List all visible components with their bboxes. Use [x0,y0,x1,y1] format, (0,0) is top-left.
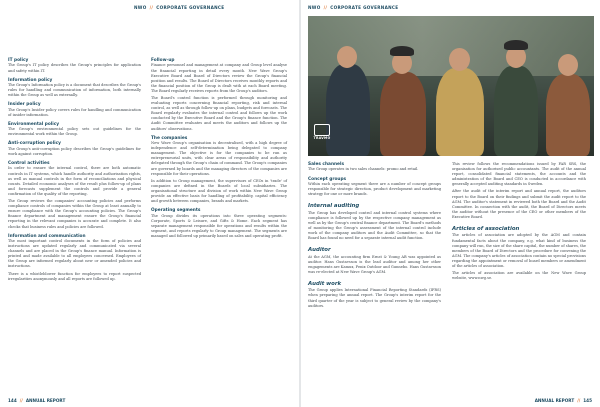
auditor-heading: Auditor [308,247,331,254]
photo-head-3 [449,48,470,71]
auditor-text: At the AGM, the accounting firm Ernst & Young AB was appointed as auditor. Hans Gustavsson is the lead auditor and among her other engagements are Kamux, Fenix Outdoor and Gunnebo. Hans Gustavsson was re-elected at New Wave Group's AGM. [308,254,441,274]
audit-work-text: The Group applies International Financial Reporting Standards (IFRS) when preparing the annual report. The Group's interim report for the third quarter of the year is subject to general review by the company's auditors. [308,288,441,308]
env-policy-text: The Group's environmental policy sets out guidelines for the environmental work within the Group. [8,127,141,137]
control-activities-text-2: The Group reviews the companies' accounting policies and performs compliance controls of companies within the Group at least annually to ensure compliance with the Group's accounting policies. The Group's finance department and management ensure the Group's financial reporting in the relevant companies is accurate and complete. It also checks that business rules and policies are followed. [8,199,141,229]
header-brand: NWO [134,5,147,10]
it-policy-text: The Group's IT policy describes the Group's principles for application and safety within IT. [8,63,141,73]
brand-logo-text: TRAVMO [313,136,331,140]
right-header [308,5,398,10]
concept-groups-heading: Concept groups [308,176,347,182]
right-column-1 [308,162,441,311]
photo-person-5 [546,74,590,156]
articles-text-1: The articles of association are adopted by the AGM and contain fundamental facts about the company, e.g. what kind of business the company will run, the size of the share capital, the number of shares, the members of the Board of Directors and the procedure for convening the AGM. The company's articles of association contain no special provisions regarding the appointment or removal of board members or amendment of the articles of association. [452,233,586,268]
anti-corruption-text: The Group's anti-corruption policy describes the Group's guidelines for work against corruption. [8,146,141,156]
right-footer [535,398,592,403]
follow-up-text-1: Finance personnel and management at company and Group level analyse the financial reporting in detail every month. New Wave Group's Executive Board and Board of Directors review the Group's financial position and results. The Board of Directors receives monthly reports and the financial position of the Group is dealt with at each Board meeting. The Board regularly receives reports from the Group's auditors. [151,63,287,93]
brand-logo-mark [314,124,330,136]
internal-auditing-heading: Internal auditing [308,203,360,210]
footer-separator: // [19,398,23,403]
left-column-1 [8,58,141,284]
info-communication-text-1: The most important control documents in the form of policies and instructions are updated regularly and communicated via several channels and are placed in the Group's finance manual. Information is printed and made available to all employees concerned. Employees of the Group are informed regularly about new or amended policies and instructions. [8,239,141,269]
header-separator-right: // [323,5,328,10]
info-communication-heading: Information and communication [8,233,86,239]
header-section-right: CORPORATE GOVERNANCE [330,5,399,10]
left-header [134,5,224,10]
insider-policy-text: The Group's Insider policy covers rules for handling and communication of insider information. [8,107,141,117]
photo-head-1 [337,46,357,68]
left-page-number: 144 [8,398,17,403]
companies-text-1: New Wave Group's organisation is decentralised, with a high degree of independence and self-determination being delegated to company management. The objective is for the companies to be run as entrepreneurial units, with clear areas of responsibility and authority delegated through the Group's chain of command. The Group's companies are governed by boards and the managing directors of the companies are responsible for their operations. [151,141,287,176]
brand-logo [312,124,332,140]
photo-head-5 [558,54,578,76]
footer-separator-right: // [577,398,581,403]
photo-hat-4 [504,40,528,50]
header-brand-right: NWO [308,5,321,10]
left-footer [8,398,65,403]
review-text-1: This review follows the recommendations issued by FAR SRS, the organisation for authorised public accountants. The audit of the annual report, consolidated financial statements, the accounts and the administration of the Board and CEO is conducted in accordance with generally accepted auditing standards in Sweden. [452,162,586,187]
insider-policy-heading: Insider policy [8,102,41,108]
info-policy-text: The Group's Information policy is a document that describes the Group's rules for handling and communication of information, both internally within the Group as well as externally. [8,83,141,98]
sales-channels-heading: Sales channels [308,162,345,167]
audit-work-heading: Audit work [308,280,342,287]
left-footer-label: ANNUAL REPORT [25,398,66,403]
info-policy-heading: Information policy [8,77,53,83]
articles-heading: Articles of association [452,226,520,233]
header-separator: // [149,5,154,10]
segments-heading: Operating segments [151,208,201,214]
control-activities-text-1: In order to ensure the internal control, there are both automatic controls in IT systems, which handle authority and authorisation rights, as well as manual controls in the form of reconciliations and physical counts. Detailed economic analyses of the result plus follow-up of plans and forecasts supplement the controls and provide a general confirmation of the quality of the reporting. [8,166,141,196]
photo-person-3 [436,68,484,156]
it-policy-heading: IT policy [8,58,29,63]
sales-channels-text: The Group operates in two sales channels: promo and retail. [308,167,419,172]
photo-person-4 [494,66,538,156]
photo-person-1 [326,64,370,156]
anti-corruption-heading: Anti-corruption policy [8,141,61,147]
companies-heading: The companies [151,135,188,141]
internal-auditing-text: The Group has developed control and internal control systems where compliance is followed up by the respective company management as well as by the Group's central finance department. The Board's methods of monitoring the Group's assessment of the internal control include work of the company auditors and the Audit Committee, so that the Board has found no need for a separate internal audit function. [308,210,441,241]
follow-up-heading: Follow-up [151,58,175,63]
articles-text-2: The articles of association are available on the New Wave Group website, www.nwg.se. [452,271,586,281]
companies-text-2: In addition to Group management, the supervisors of CEOs in 'trade' of companies are defined in the Boards of local subsidiaries. The organisational structure and division of work within New Wave Group provide an effective basis for handling of profitability, capital efficiency and growth between companies, brands and markets. [151,178,287,204]
header-section: CORPORATE GOVERNANCE [156,5,225,10]
follow-up-text-2: The Board's control function is performed through monitoring and evaluating reports concerning financial reporting, risk and internal control, as well as through follow-up on plans, budgets and forecasts. The Board regularly evaluates the internal control and follows up the work conducted by the Executive Board and the Group's finance function. The Audit Committee evaluates and meets the auditors and follows up the auditors' observations. [151,95,287,131]
review-text-2: After the audit of the interim report and annual report, the auditors report to the Board on their findings and submit the audit report to the AGM. The auditor's statement in reviewed both the Board and the Audit Committee. In connection with the audit, the Board of Directors meets the auditor without the presence of the CEO or other members of the Executive Board. [452,189,586,219]
right-page-number: 145 [583,398,592,403]
segments-text: The Group divides its operations into three operating segments: Corporate, Sports & Leisure, and Gifts & Home. Each segment has separate management responsible for operations and results within the segment, and reports regularly to Group management. The segments are managed and followed up primarily based on sales and operating profit. [151,213,287,238]
team-photo [308,16,594,156]
photo-person-2 [380,72,426,156]
env-policy-heading: Environmental policy [8,121,60,127]
right-footer-label: ANNUAL REPORT [534,398,575,403]
control-activities-heading: Control activities [8,161,50,167]
left-column-2 [151,58,287,241]
right-column-2 [452,162,586,283]
info-communication-text-2: There is a whistleblower function for employees to report suspected irregularities anonymously and all reports are followed up. [8,271,141,281]
photo-hat-2 [390,46,414,56]
concept-groups-text: Within each operating segment there are a number of concept groups responsible for strategic direction, product development and marketing strategy for one or more brands. [308,181,441,197]
